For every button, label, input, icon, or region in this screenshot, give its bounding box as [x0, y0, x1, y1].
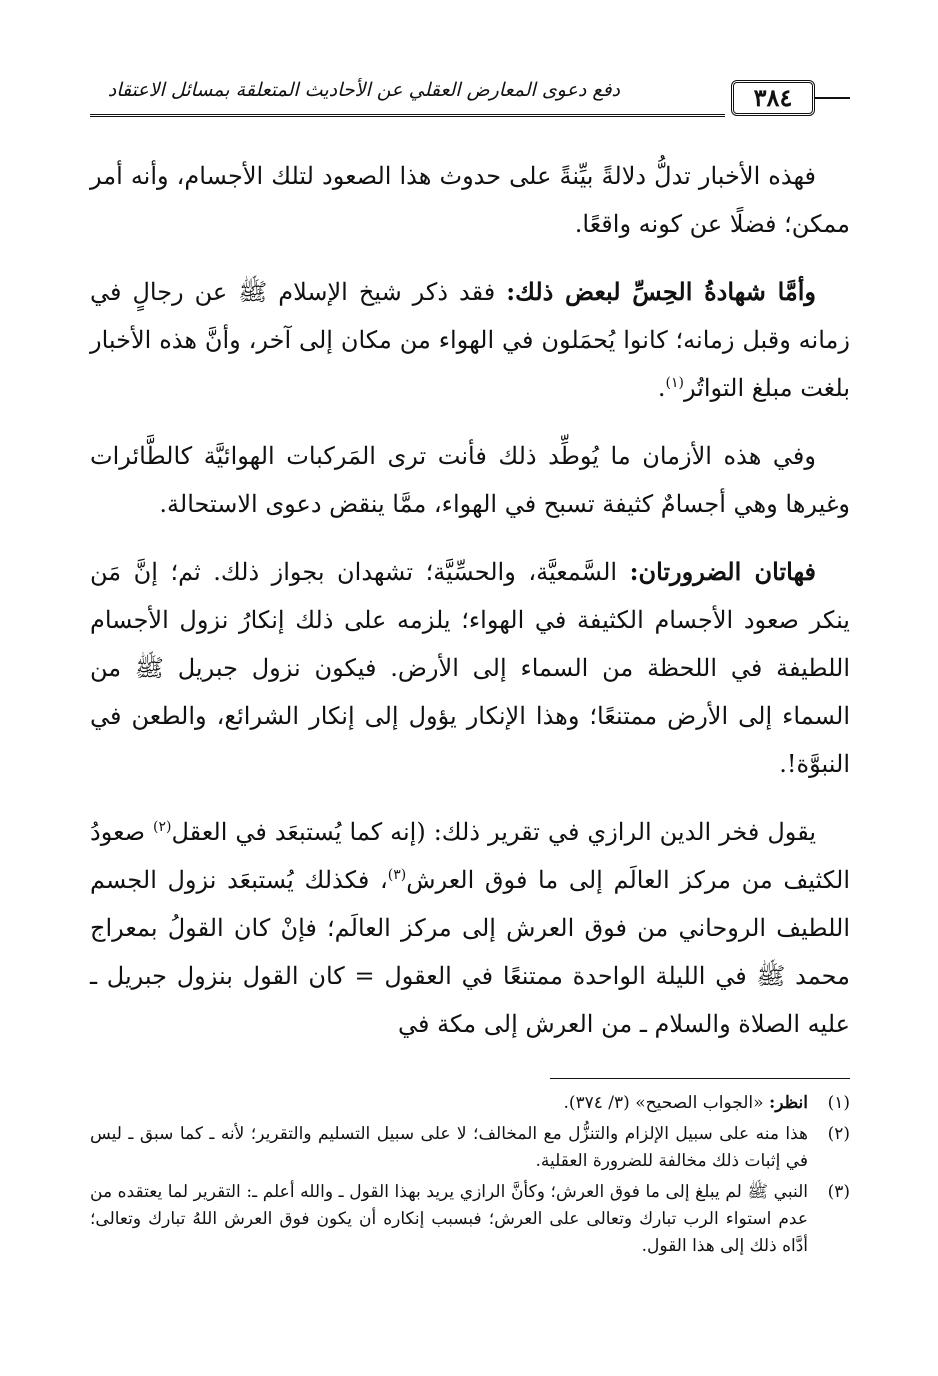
footnote-body: «الجواب الصحيح» (٣/ ٣٧٤).	[563, 1093, 769, 1113]
footnote-number: (١)	[827, 1093, 850, 1113]
paragraph-1	[90, 152, 850, 248]
header-rule	[90, 114, 725, 117]
footnote-separator	[550, 1078, 850, 1079]
paragraph-text: وفي هذه الأزمان ما يُوطِّد ذلك فأنت ترى المَركبات الهوائيَّة كالطَّائرات وغيرها وهي أجسامٌ كثيفة تسبح في الهواء، ممَّا ينقض دعوى الاستحالة.	[90, 442, 850, 518]
footnote-bold-lead: انظر:	[768, 1093, 808, 1113]
footnote-body: النبي ﷺ لم يبلغ إلى ما فوق العرش؛ وكأنَّ الرازي يريد بهذا القول ـ والله أعلم ـ: التقرير لما يعتقده من عدم استواء الرب تبارك وتعالى على العرش؛ فبسبب إنكاره أن يكون فوق العرش اللهُ تبارك وتعالى؛ أدَّاه ذلك إلى هذا القول.	[90, 1182, 808, 1256]
paragraph-text: ، فكذلك يُستبعَد نزول الجسم اللطيف الروحاني من فوق العرش إلى مركز العالَم؛ فإنْ كان القولُ بمعراج محمد ﷺ في الليلة الواحدة ممتنعًا في العقول = كان القول بنزول جبريل ـ عليه الصلاة والسلام ـ من العرش إلى مكة في	[90, 866, 850, 1038]
footnote-text	[90, 1121, 808, 1175]
paragraph-2	[90, 268, 850, 412]
paragraph-text: فهذه الأخبار تدلُّ دلالةً بيِّنةً على حدوث هذا الصعود لتلك الأجسام، وأنه أمر ممكن؛ فضلًا عن كونه واقعًا.	[90, 162, 850, 238]
main-text	[90, 152, 850, 1068]
paragraph-bold-lead: فهاتان الضرورتان:	[629, 557, 816, 586]
paragraph-4	[90, 548, 850, 788]
header-rule-short	[815, 97, 850, 99]
footnote-1	[90, 1090, 850, 1117]
page-header	[90, 60, 850, 130]
footnote-number: (٢)	[827, 1124, 850, 1144]
paragraph-text: السَّمعيَّة، والحسِّيَّة؛ تشهدان بجواز ذلك. ثم؛ إنَّ مَن ينكر صعود الأجسام الكثيفة في الهواء؛ يلزمه على ذلك إنكارُ نزول الأجسام اللطيفة في اللحظة من السماء إلى الأرض. فيكون نزول جبريل ﷺ من السماء إلى الأرض ممتنعًا؛ وهذا الإنكار يؤول إلى إنكار الشرائع، والطعن في النبوَّة!.	[90, 558, 850, 778]
paragraph-3	[90, 432, 850, 528]
page-number: ٣٨٤	[731, 80, 815, 116]
footnote-body: هذا منه على سبيل الإلزام والتنزُّل مع المخالف؛ لا على سبيل التسليم والتقرير؛ لأنه ـ كما سبق ـ ليس في إثبات ذلك مخالفة للضرورة العقلية.	[90, 1124, 808, 1171]
footnote-text	[90, 1090, 808, 1117]
running-title: دفع دعوى المعارض العقلي عن الأحاديث المتعلقة بمسائل الاعتقاد	[107, 79, 620, 101]
footnote-ref-3[interactable]: (٣)	[387, 867, 407, 883]
footnote-3	[90, 1179, 850, 1260]
book-page	[90, 60, 850, 1330]
footnote-2	[90, 1121, 850, 1175]
paragraph-5	[90, 808, 850, 1048]
paragraph-text: يقول فخر الدين الرازي في تقرير ذلك: (إنه كما يُستبعَد في العقل	[171, 818, 817, 846]
footnote-ref-1[interactable]: (١)	[665, 375, 684, 391]
footnote-number: (٣)	[827, 1182, 850, 1202]
footnote-ref-2[interactable]: (٢)	[153, 819, 172, 835]
paragraph-text: صعودُ الكثيف من مركز العالَم إلى ما فوق العرش	[90, 818, 850, 894]
paragraph-text: فقد ذكر شيخ الإسلام ﷺ عن رجالٍ في زمانه وقبل زمانه؛ كانوا يُحمَلون في الهواء من مكان إلى آخر، وأنَّ هذه الأخبار بلغت مبلغ التواتُر	[90, 278, 850, 402]
paragraph-bold-lead: وأمَّا شهادةُ الحِسِّ لبعض ذلك:	[506, 277, 816, 306]
footnote-text	[90, 1179, 808, 1260]
paragraph-tail: .	[657, 374, 666, 402]
footnotes	[90, 1090, 850, 1264]
